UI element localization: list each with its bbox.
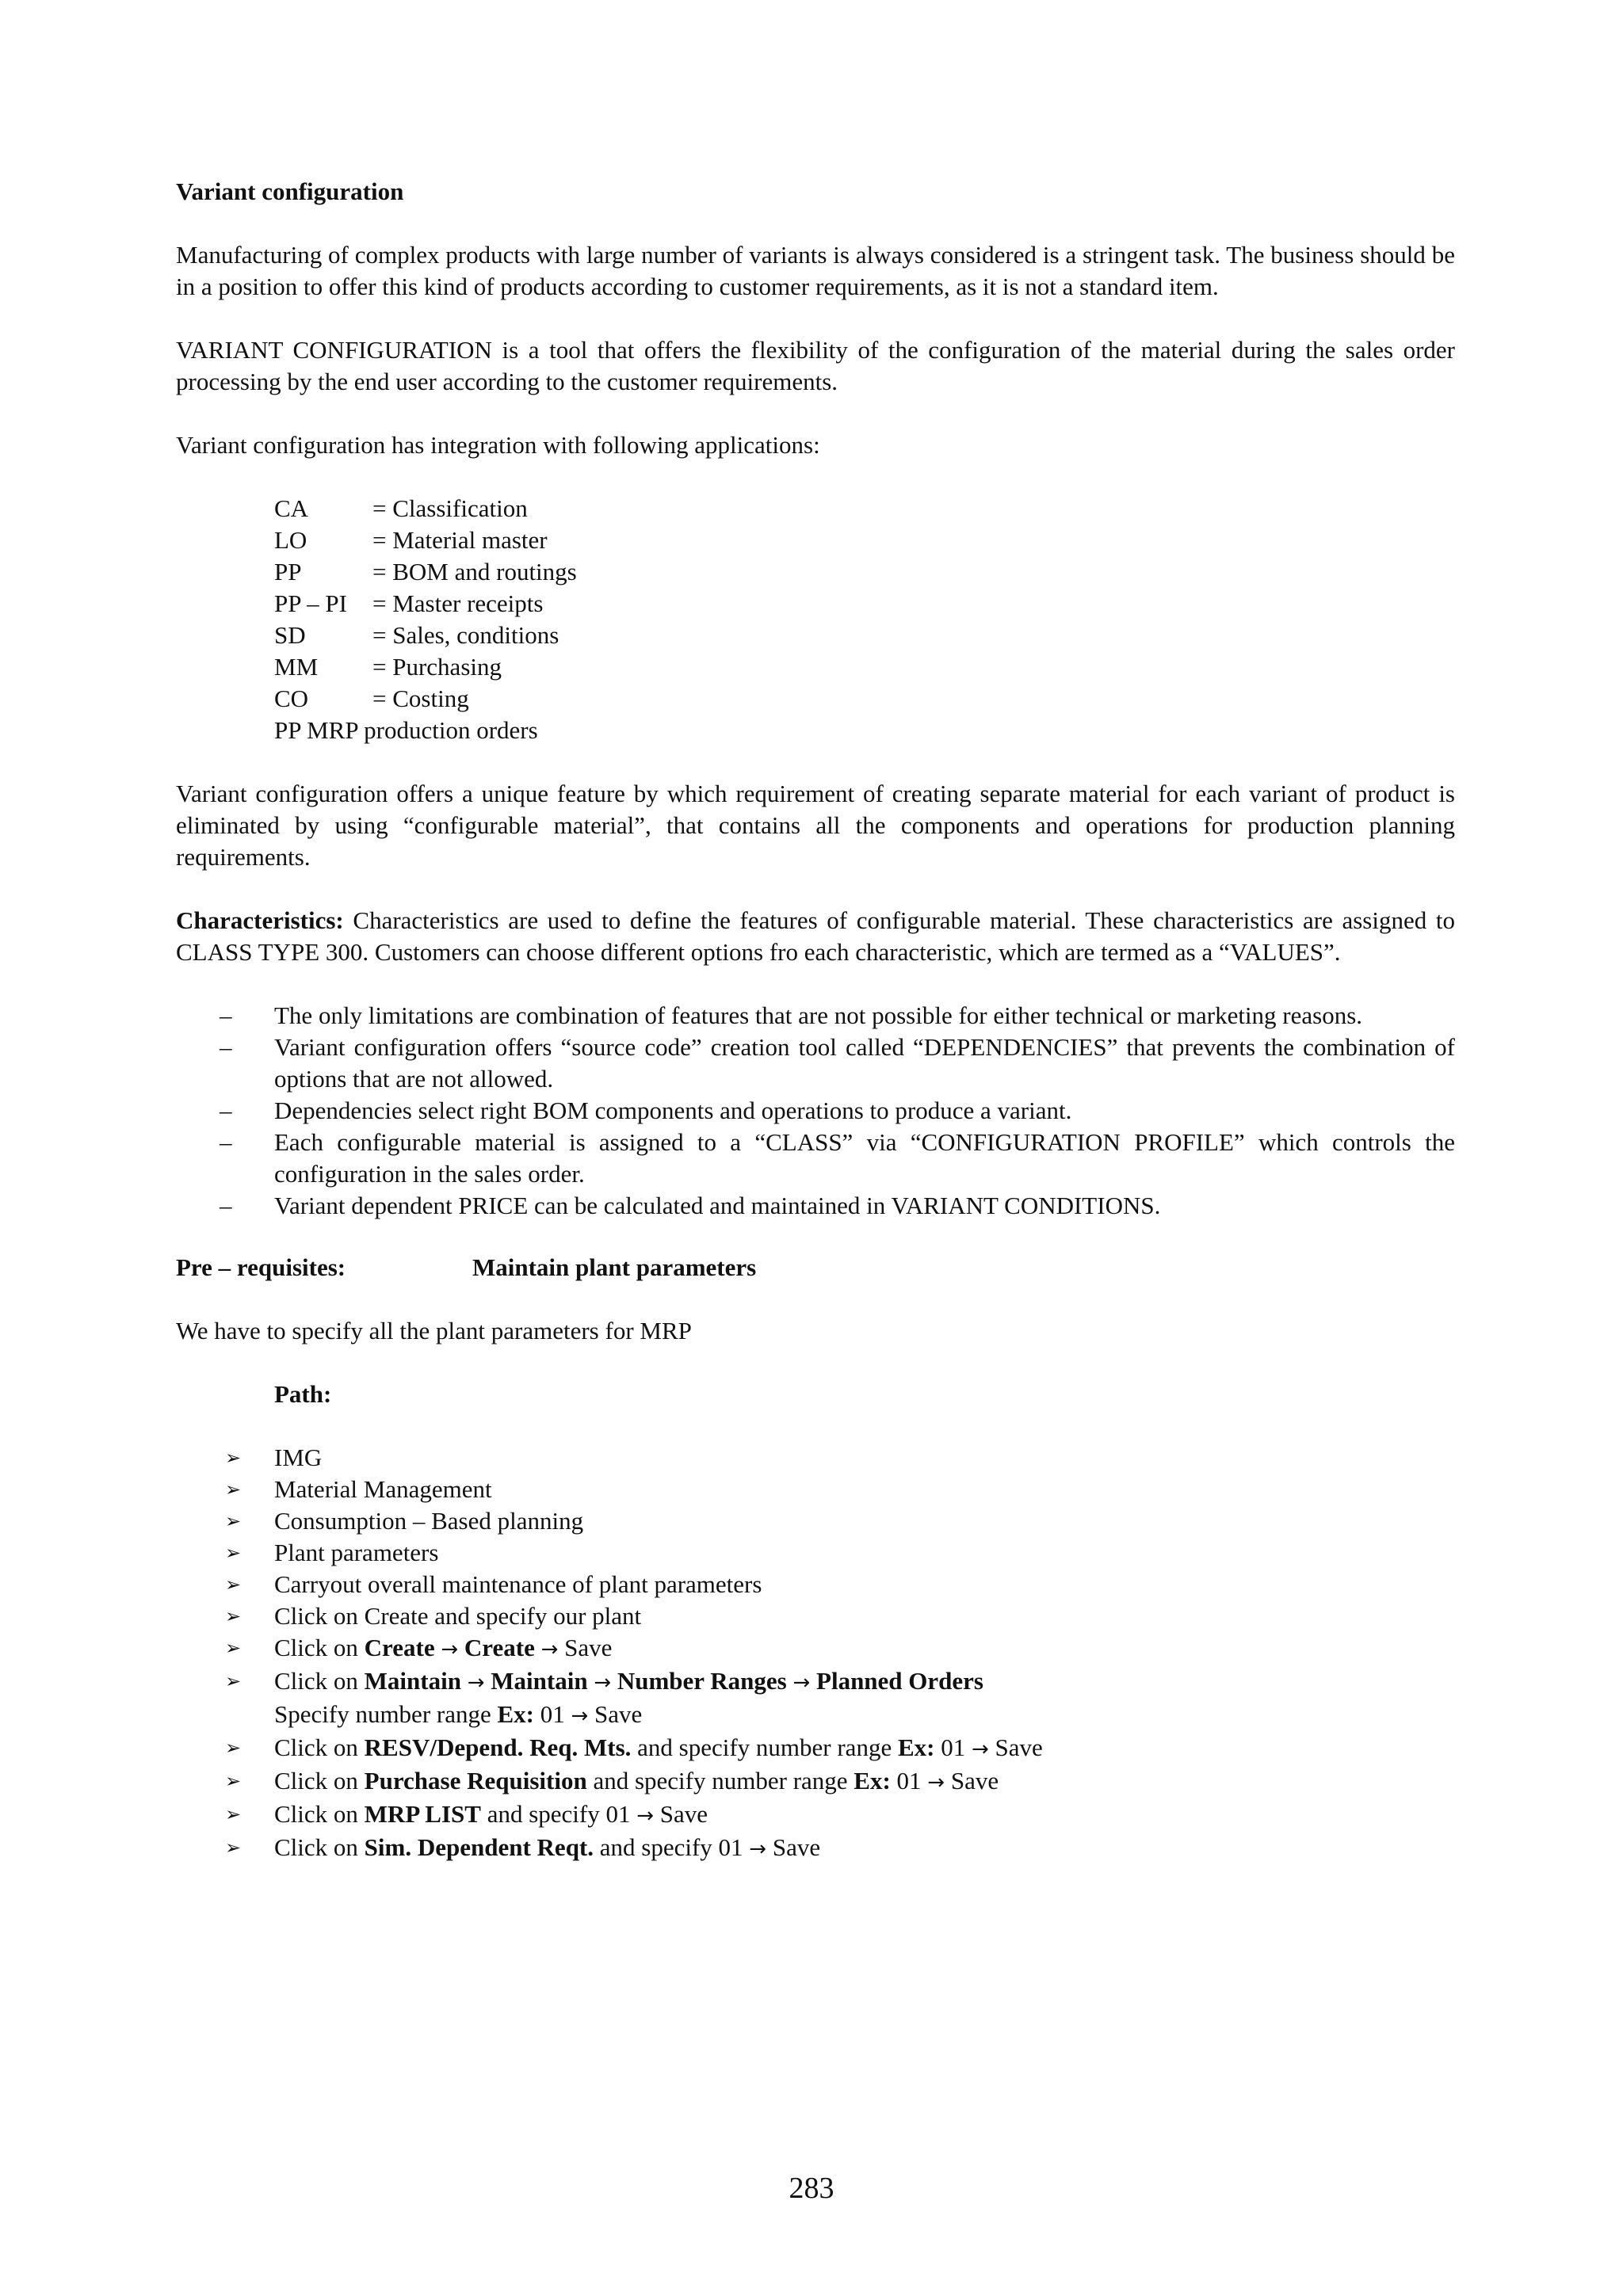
application-desc: = BOM and routings	[372, 558, 577, 585]
dash-bullet: –	[220, 1192, 232, 1219]
step-text: Click on	[274, 1767, 365, 1794]
application-code: MM	[274, 653, 319, 681]
application-row	[274, 588, 1455, 620]
application-desc: = Material master	[372, 526, 548, 554]
step-bold: Create	[364, 1634, 435, 1661]
arrow-bullet-icon: ➢	[225, 1605, 242, 1627]
step-text: 01	[533, 1700, 571, 1728]
step-bold: Maintain	[364, 1667, 461, 1695]
application-row-last: PP MRP production orders	[274, 716, 538, 744]
step-text: Specify number range	[274, 1700, 498, 1728]
step-bold: Number Ranges	[617, 1667, 787, 1695]
path-step-text: Carryout overall maintenance of plant parameters	[274, 1570, 762, 1598]
step-text: Save	[588, 1700, 643, 1728]
step-text: and specify 01	[594, 1833, 750, 1861]
step-text: Click on	[274, 1634, 365, 1661]
application-code: CO	[274, 685, 309, 712]
application-row	[274, 556, 1455, 588]
dash-bullet: –	[220, 1128, 232, 1156]
definition-paragraph: VARIANT CONFIGURATION is a tool that offers the flexibility of the configuration of the material during the sales order processing by the end user according to the customer requirements.	[176, 336, 1455, 395]
arrow-bullet-icon: ➢	[225, 1770, 242, 1792]
path-step-text: Material Management	[274, 1475, 492, 1503]
step-text: and specify number range	[586, 1767, 854, 1794]
step-text: Click on	[274, 1800, 365, 1828]
path-step-create	[176, 1632, 1455, 1665]
path-step-text: Click on Create and specify our plant	[274, 1602, 642, 1630]
right-arrow-icon: →	[749, 1837, 767, 1861]
path-step-text: Plant parameters	[274, 1539, 439, 1566]
step-text: Click on	[274, 1833, 365, 1861]
arrow-bullet-icon: ➢	[225, 1478, 242, 1501]
prerequisites-heading	[176, 1252, 1455, 1283]
list-item	[176, 1190, 1455, 1222]
step-bold: Ex:	[854, 1767, 891, 1794]
path-label: Path:	[274, 1380, 332, 1408]
list-item	[176, 1032, 1455, 1095]
step-bold: RESV/Depend. Req. Mts.	[364, 1733, 632, 1761]
arrow-bullet-icon: ➢	[225, 1803, 242, 1825]
integration-paragraph: Variant configuration has integration with following applications:	[176, 431, 820, 459]
step-bold: Ex:	[897, 1733, 935, 1761]
path-step-purchase-requisition	[176, 1765, 1455, 1798]
path-step	[176, 1474, 1455, 1505]
dash-bullet: –	[220, 1033, 232, 1061]
list-item-text: Variant configuration offers “source code” creation tool called “DEPENDENCIES” that prevents the combination of options that are not allowed.	[274, 1033, 1455, 1093]
path-step	[176, 1569, 1455, 1600]
step-text: and specify number range	[631, 1733, 898, 1761]
step-text: Save	[988, 1733, 1043, 1761]
right-arrow-icon: →	[441, 1638, 459, 1661]
list-item	[176, 1000, 1455, 1032]
configurable-material-paragraph: Variant configuration offers a unique feature by which requirement of creating separate material for each variant of product is eliminated by using “configurable material”, that contains all the components and operations for production planning requirements.	[176, 780, 1455, 871]
arrow-bullet-icon: ➢	[225, 1447, 242, 1469]
application-row	[274, 493, 1455, 524]
right-arrow-icon: →	[571, 1704, 589, 1728]
limitations-list	[176, 1000, 1455, 1222]
right-arrow-icon: →	[927, 1771, 945, 1794]
list-item	[176, 1095, 1455, 1127]
arrow-bullet-icon: ➢	[225, 1670, 242, 1692]
application-row	[274, 651, 1455, 683]
step-text: 01	[934, 1733, 972, 1761]
document-page	[176, 176, 1455, 1865]
application-desc: = Purchasing	[372, 653, 502, 681]
path-steps-list	[176, 1442, 1455, 1865]
step-text: Save	[766, 1833, 821, 1861]
path-step-mrp-list	[176, 1798, 1455, 1832]
application-list	[274, 493, 1455, 746]
step-text: Click on	[274, 1733, 365, 1761]
application-desc: = Sales, conditions	[372, 621, 559, 649]
step-text: and specify 01	[480, 1800, 637, 1828]
arrow-bullet-icon: ➢	[225, 1573, 242, 1596]
step-text: 01	[890, 1767, 928, 1794]
intro-paragraph: Manufacturing of complex products with large number of variants is always considered is a stringent task. The business should be in a position to offer this kind of products according to customer requirements, as it is not a standard item.	[176, 241, 1455, 300]
dash-bullet: –	[220, 1097, 232, 1124]
list-item	[176, 1127, 1455, 1190]
path-step	[176, 1505, 1455, 1537]
application-code: PP	[274, 558, 302, 585]
right-arrow-icon: →	[540, 1638, 559, 1661]
dash-bullet: –	[220, 1001, 232, 1029]
prerequisites-value: Maintain plant parameters	[472, 1253, 757, 1281]
right-arrow-icon: →	[636, 1804, 655, 1828]
step-bold: Maintain	[491, 1667, 588, 1695]
application-desc: = Classification	[372, 494, 528, 522]
arrow-bullet-icon: ➢	[225, 1637, 242, 1659]
application-code: PP – PI	[274, 589, 347, 617]
characteristics-label: Characteristics:	[176, 906, 344, 934]
step-bold: Planned Orders	[816, 1667, 983, 1695]
application-row	[274, 683, 1455, 715]
page-title: Variant configuration	[176, 177, 404, 205]
path-step	[176, 1442, 1455, 1474]
arrow-bullet-icon: ➢	[225, 1510, 242, 1532]
step-bold: Create	[464, 1634, 535, 1661]
step-text: Save	[654, 1800, 708, 1828]
step-text: Save	[558, 1634, 613, 1661]
page-number: 283	[789, 2172, 834, 2205]
application-code: LO	[274, 526, 307, 554]
application-desc: = Costing	[372, 685, 469, 712]
path-step-sim-dependent	[176, 1832, 1455, 1865]
application-desc: = Master receipts	[372, 589, 544, 617]
application-row	[274, 620, 1455, 651]
step-text: Save	[945, 1767, 999, 1794]
path-step-text: IMG	[274, 1444, 323, 1471]
application-row	[274, 524, 1455, 556]
right-arrow-icon: →	[971, 1737, 989, 1761]
characteristics-text: Characteristics are used to define the features of configurable material. These characteristics are assigned to CLASS TYPE 300. Customers can choose different options fro each characteristic, which are termed as a “VALUES”.	[176, 906, 1455, 966]
path-step-text: Consumption – Based planning	[274, 1507, 584, 1535]
list-item-text: The only limitations are combination of features that are not possible for either technical or marketing reasons.	[274, 1001, 1363, 1029]
right-arrow-icon: →	[594, 1671, 612, 1695]
prerequisites-label: Pre – requisites:	[176, 1253, 346, 1281]
step-text: Click on	[274, 1667, 365, 1695]
right-arrow-icon: →	[792, 1671, 811, 1695]
step-bold: MRP LIST	[364, 1800, 481, 1828]
path-step	[176, 1537, 1455, 1569]
list-item-text: Dependencies select right BOM components and operations to produce a variant.	[274, 1097, 1072, 1124]
list-item-text: Variant dependent PRICE can be calculated and maintained in VARIANT CONDITIONS.	[274, 1192, 1161, 1219]
step-bold: Purchase Requisition	[364, 1767, 587, 1794]
path-step-resv	[176, 1732, 1455, 1765]
step-bold: Ex:	[497, 1700, 534, 1728]
path-step	[176, 1600, 1455, 1632]
arrow-bullet-icon: ➢	[225, 1836, 242, 1859]
application-code: CA	[274, 494, 309, 522]
path-step-maintain	[176, 1665, 1455, 1699]
application-code: SD	[274, 621, 306, 649]
arrow-bullet-icon: ➢	[225, 1542, 242, 1564]
right-arrow-icon: →	[467, 1671, 485, 1695]
plant-parameters-paragraph: We have to specify all the plant parameters for MRP	[176, 1317, 692, 1344]
arrow-bullet-icon: ➢	[225, 1737, 242, 1759]
path-step-maintain-continuation	[176, 1699, 1455, 1732]
list-item-text: Each configurable material is assigned to a “CLASS” via “CONFIGURATION PROFILE” which controls the configuration in the sales order.	[274, 1128, 1455, 1188]
step-bold: Sim. Dependent Reqt.	[364, 1833, 594, 1861]
characteristics-paragraph	[176, 905, 1455, 968]
